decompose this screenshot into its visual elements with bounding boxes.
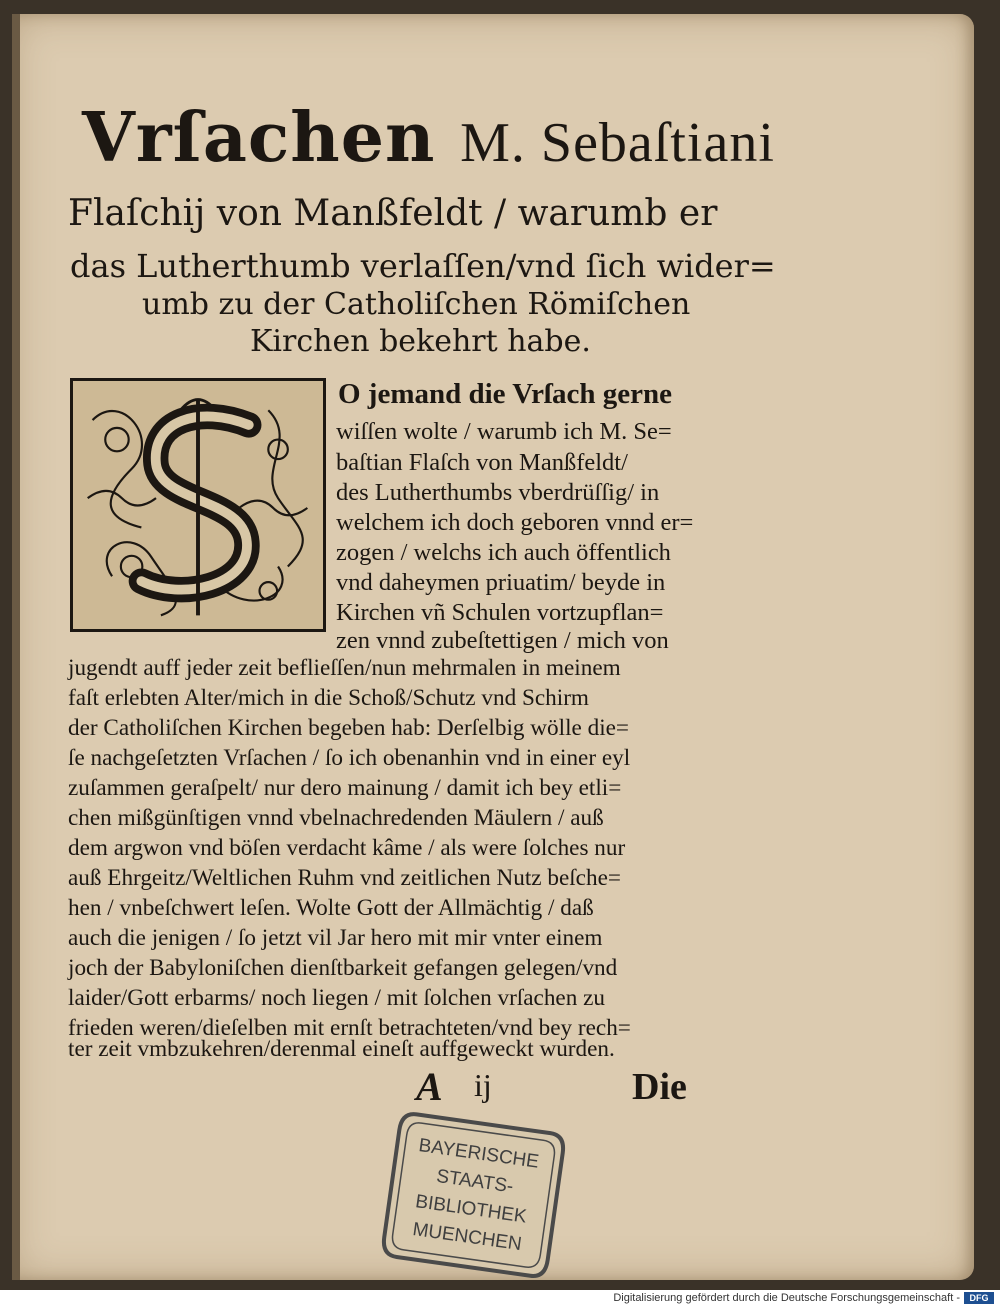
title-latin-name: M. Sebaſtiani xyxy=(460,112,775,174)
footer-credit: Digitalisierung gefördert durch die Deutsche Forschungsgemeinschaft - xyxy=(613,1292,960,1304)
stamp-line-3: BIBLIOTHEK xyxy=(414,1191,528,1228)
signature-letter: A xyxy=(416,1064,443,1109)
body-line: auch die jenigen / ſo jetzt vil Jar hero mit mir vnter einem xyxy=(68,925,603,951)
decorated-initial xyxy=(70,378,326,632)
body-line: wiſſen wolte / warumb ich M. Se= xyxy=(336,418,672,445)
body-line: vnd daheymen priuatim/ beyde in xyxy=(336,569,666,596)
body-line: zen vnnd zubeſtettigen / mich von xyxy=(336,627,669,654)
body-line: dem argwon vnd böſen verdacht kâme / als were ſolches nur xyxy=(68,835,626,861)
body-line: baſtian Flaſch von Manßfeldt/ xyxy=(336,449,628,476)
signature-numeral: ij xyxy=(474,1067,492,1103)
body-line: des Lutherthumbs vberdrüſſig/ in xyxy=(336,479,660,506)
stamp-line-2: STAATS- xyxy=(435,1165,515,1198)
body-line: jugendt auff jeder zeit beflieſſen/nun mehrmalen in meinem xyxy=(68,655,621,681)
footer-bar xyxy=(0,1290,1000,1306)
library-stamp xyxy=(376,1111,571,1279)
body-line: hen / vnbeſchwert leſen. Wolte Gott der Allmächtig / daß xyxy=(68,895,594,921)
body-line: laider/Gott erbarms/ noch liegen / mit ſolchen vrſachen zu xyxy=(68,985,605,1011)
title-line-2: Flaſchij von Manßfeldt / warumb er xyxy=(68,193,718,234)
body-line: zogen / welchs ich auch öffentlich xyxy=(336,539,671,566)
stamp-line-4: MUENCHEN xyxy=(411,1219,523,1256)
title-line-4: umb zu der Catholiſchen Römiſchen xyxy=(142,287,691,322)
catchword: Die xyxy=(632,1066,687,1108)
stamp-line-1: BAYERISCHE xyxy=(417,1135,541,1173)
body-line: ter zeit vmbzukehren/derenmal eineſt auffgeweckt wurden. xyxy=(68,1036,615,1062)
title-line-3: das Lutherthumb verlaſſen/vnd ſich wider= xyxy=(70,247,776,285)
title-line-1 xyxy=(82,98,775,178)
body-line: frieden weren/dieſelben mit ernſt betrachteten/vnd bey rech= xyxy=(68,1015,631,1041)
page-gutter xyxy=(12,14,20,1280)
body-line: faſt erlebten Alter/mich in die Schoß/Schutz vnd Schirm xyxy=(68,685,589,711)
body-line: welchem ich doch geboren vnnd er= xyxy=(336,509,694,536)
body-line: auß Ehrgeitz/Weltlichen Ruhm vnd zeitlichen Nutz beſche= xyxy=(68,865,621,891)
ornament-initial-s-icon xyxy=(73,381,323,629)
title-fraktur-word: Vrſachen xyxy=(82,98,436,178)
body-line: ſe nachgeſetzten Vrſachen / ſo ich obenanhin vnd in einer eyl xyxy=(68,745,631,771)
stamp-seal-icon xyxy=(376,1111,571,1279)
body-line: chen mißgünſtigen vnnd vbelnachredenden Mäulern / auß xyxy=(68,805,604,831)
title-line-5: Kirchen bekehrt habe. xyxy=(250,324,591,359)
body-line: O jemand die Vrſach gerne xyxy=(338,378,672,410)
body-line: joch der Babyloniſchen dienſtbarkeit gefangen gelegen/vnd xyxy=(68,955,618,981)
dfg-logo-icon: DFG xyxy=(964,1292,994,1304)
body-line: zuſammen geraſpelt/ nur dero mainung / damit ich bey etli= xyxy=(68,775,622,801)
body-line: Kirchen vñ Schulen vortzupflan= xyxy=(336,599,664,626)
body-line: der Catholiſchen Kirchen begeben hab: Derſelbig wölle die= xyxy=(68,715,630,741)
